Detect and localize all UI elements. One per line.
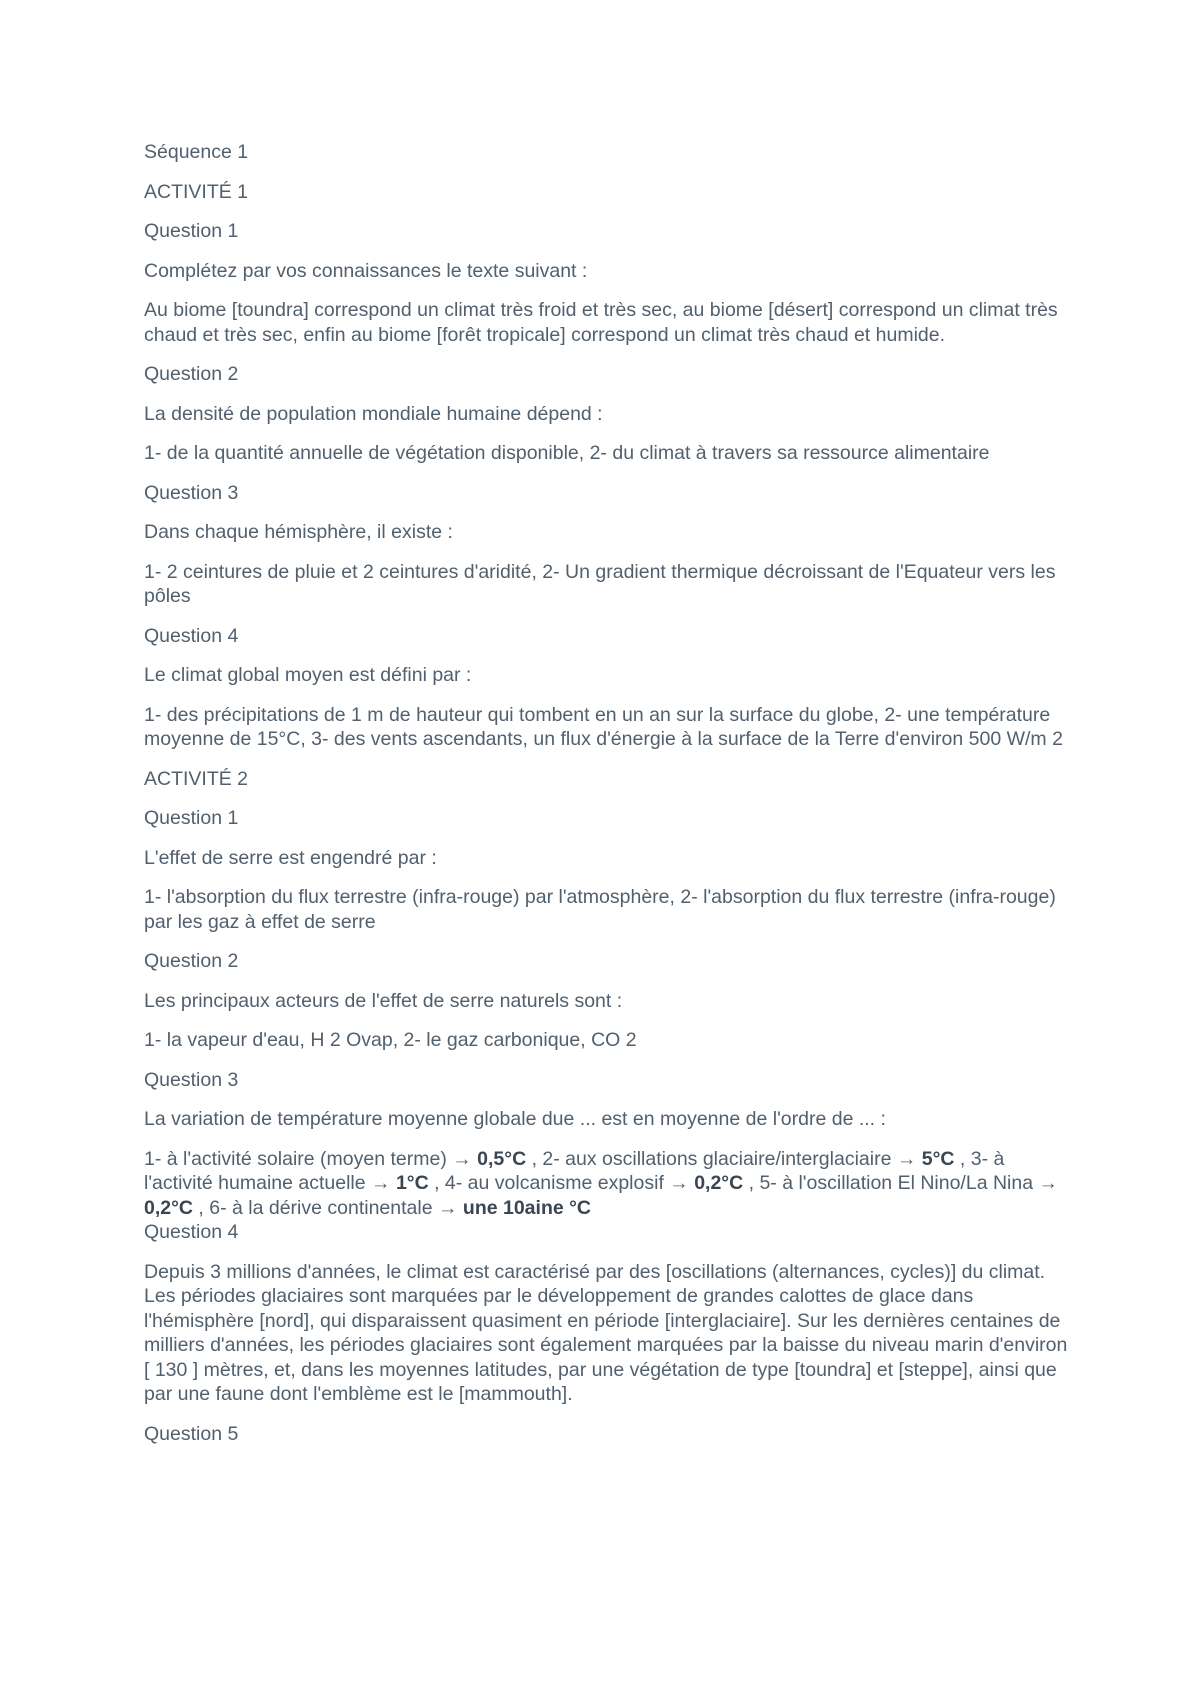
- answer-value-4: 0,2°C: [694, 1172, 744, 1194]
- a1-q2-prompt: La densité de population mondiale humaine dépend :: [144, 402, 603, 425]
- a1-q2-answer: 1- de la quantité annuelle de végétation disponible, 2- du climat à travers sa ressource alimentaire: [144, 442, 990, 464]
- a2-q2-label: Question 2: [144, 950, 239, 972]
- a2-q5-label: Question 5: [144, 1422, 239, 1445]
- a2-q4-label: Question 4: [144, 1221, 239, 1243]
- a1-q3-answer: 1- 2 ceintures de pluie et 2 ceintures d'aridité, 2- Un gradient thermique décroissant de l'Equateur vers les pôles: [144, 560, 1056, 607]
- answer-value-3: 1°C: [395, 1172, 429, 1194]
- document-page: [144, 140, 1074, 1461]
- a1-q3-label: Question 3: [144, 481, 239, 504]
- a1-q1-prompt: Complétez par vos connaissances le texte suivant :: [144, 259, 588, 282]
- a1-q4-answer: 1- des précipitations de 1 m de hauteur qui tombent en un an sur la surface du globe, 2- une température moyenne de 15°C, 3- des vents ascendants, un flux d'énergie à la surface de la Terre d'environ 500 W/m 2: [144, 703, 1063, 750]
- a1-q1-label: Question 1: [144, 220, 239, 242]
- a2-q1-prompt: L'effet de serre est engendré par :: [144, 846, 437, 869]
- a1-q4-label: Question 4: [144, 624, 239, 647]
- answer-value-6: une 10aine °C: [462, 1196, 591, 1219]
- answer-value-5: 0,2°C: [144, 1196, 193, 1219]
- activity-1-title: ACTIVITÉ 1: [144, 180, 249, 203]
- a2-q2-answer: 1- la vapeur d'eau, H 2 Ovap, 2- le gaz carbonique, CO 2: [144, 1029, 637, 1051]
- a2-q2-prompt: Les principaux acteurs de l'effet de serre naturels sont :: [144, 989, 623, 1012]
- answer-value-2: 5°C: [921, 1147, 955, 1170]
- answer-text-6: , 6- à la dérive continentale →: [193, 1196, 463, 1219]
- a2-q1-answer: 1- l'absorption du flux terrestre (infra-rouge) par l'atmosphère, 2- l'absorption du flux terrestre (infra-rouge) par les gaz à effet de serre: [144, 886, 1056, 933]
- answer-text-5: , 5- à l'oscillation El Nino/La Nina →: [743, 1172, 1058, 1194]
- sequence-title: Séquence 1: [144, 141, 249, 163]
- a1-q2-label: Question 2: [144, 363, 239, 385]
- answer-text-3: , 3- à l'activité humaine actuelle →: [144, 1147, 1005, 1194]
- a1-q4-prompt: Le climat global moyen est défini par :: [144, 664, 472, 686]
- answer-text-1: 1- à l'activité solaire (moyen terme) →: [144, 1147, 478, 1170]
- a2-q3-label: Question 3: [144, 1068, 239, 1091]
- a2-q3-prompt: La variation de température moyenne globale due ... est en moyenne de l'ordre de ... :: [144, 1108, 886, 1130]
- a1-q3-prompt: Dans chaque hémisphère, il existe :: [144, 521, 453, 543]
- answer-value-1: 0,5°C: [477, 1147, 527, 1170]
- answer-text-4: , 4- au volcanisme explosif →: [428, 1172, 695, 1194]
- a2-q3-answer: [144, 1147, 1074, 1221]
- a2-q1-label: Question 1: [144, 807, 239, 829]
- answer-text-2: , 2- aux oscillations glaciaire/interglaciaire →: [526, 1147, 922, 1170]
- activity-2-title: ACTIVITÉ 2: [144, 767, 249, 790]
- a1-q1-answer: Au biome [toundra] correspond un climat très froid et très sec, au biome [désert] correspond un climat très chaud et très sec, enfin au biome [forêt tropicale] correspond un climat très chaud et humide.: [144, 299, 1058, 346]
- a2-q4-answer: Depuis 3 millions d'années, le climat est caractérisé par des [oscillations (alternances, cycles)] du climat. Les périodes glaciaires sont marquées par le développement de grandes calottes de glace dans l'hémisphère [nord], qui disparaissent quasiment en période [interglaciaire]. Sur les dernières centaines de milliers d'années, les périodes glaciaires sont également marquées par la baisse du niveau marin d'environ [ 130 ] mètres, et, dans les moyennes latitudes, par une végétation de type [toundra] et [steppe], ainsi que par une faune dont l'emblème est le [mammouth].: [144, 1260, 1068, 1405]
